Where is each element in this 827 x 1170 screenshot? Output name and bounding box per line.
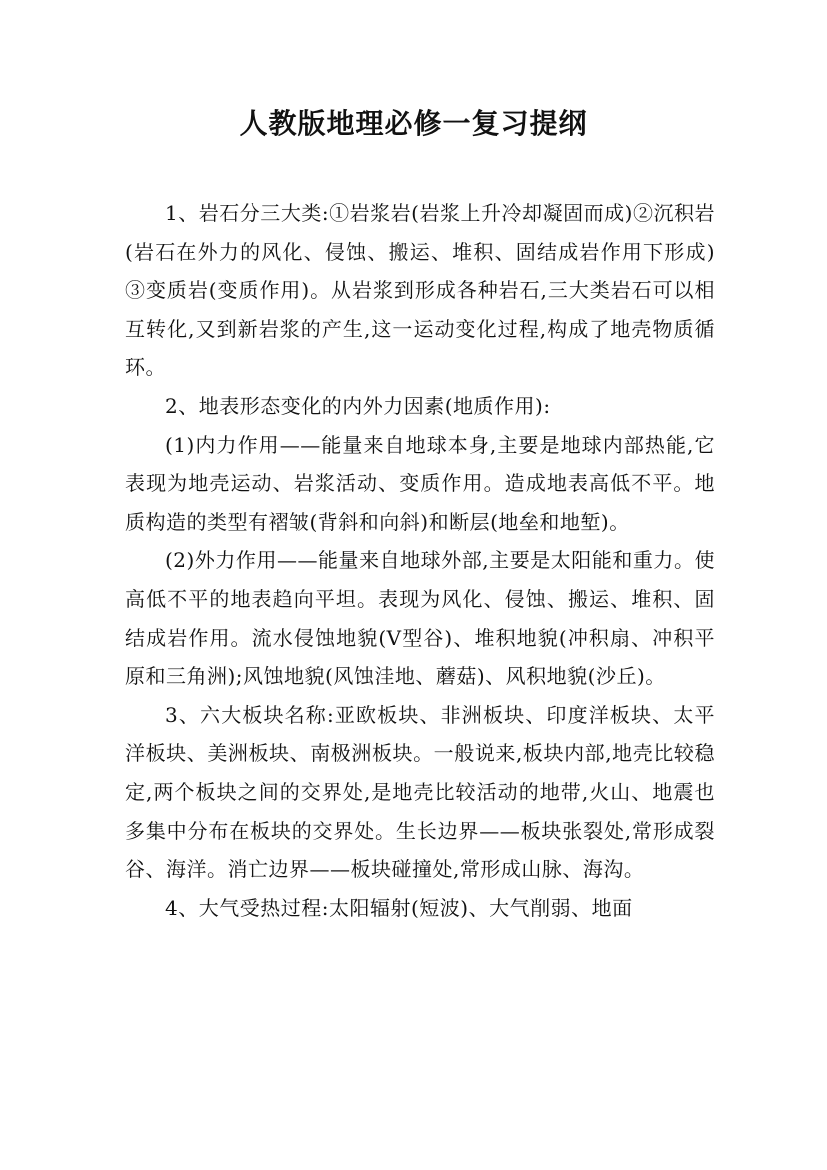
paragraph-plates: 3、六大板块名称:亚欧板块、非洲板块、印度洋板块、太平洋板块、美洲板块、南极洲板块。一般说来,板块内部,地壳比较稳定,两个板块之间的交界处,是地壳比较活动的地带,火山、地震也多集中分布在板块的交界处。生长边界——板块张裂处,常形成裂谷、海洋。消亡边界——板块碰撞处,常形成山脉、海沟。 [125,702,715,882]
paragraph-rocks: 1、岩石分三大类:①岩浆岩(岩浆上升冷却凝固而成)②沉积岩(岩石在外力的风化、侵蚀、搬运、堆积、固结成岩作用下形成)③变质岩(变质作用)。从岩浆到形成各种岩石,三大类岩石可以相互转化,又到新岩浆的产生,这一运动变化过程,构成了地壳物质循环。 [125,201,715,380]
paragraph-internal-forces: (1)内力作用——能量来自地球本身,主要是地球内部热能,它表现为地壳运动、岩浆活动、变质作用。造成地表高低不平。地质构造的类型有褶皱(背斜和向斜)和断层(地垒和地堑)。 [125,432,715,534]
document-title: 人教版地理必修一复习提纲 [239,107,588,140]
document-body [125,194,715,927]
paragraph-landform-factors: 2、地表形态变化的内外力因素(地质作用): [165,393,551,418]
paragraph-external-forces: (2)外力作用——能量来自地球外部,主要是太阳能和重力。使高低不平的地表趋向平坦。表现为风化、侵蚀、搬运、堆积、固结成岩作用。流水侵蚀地貌(V型谷)、堆积地貌(冲积扇、冲积平原和三角洲);风蚀地貌(风蚀洼地、蘑菇)、风积地貌(沙丘)。 [125,548,715,689]
paragraph-atmosphere-heating: 4、大气受热过程:太阳辐射(短波)、大气削弱、地面 [165,895,633,920]
